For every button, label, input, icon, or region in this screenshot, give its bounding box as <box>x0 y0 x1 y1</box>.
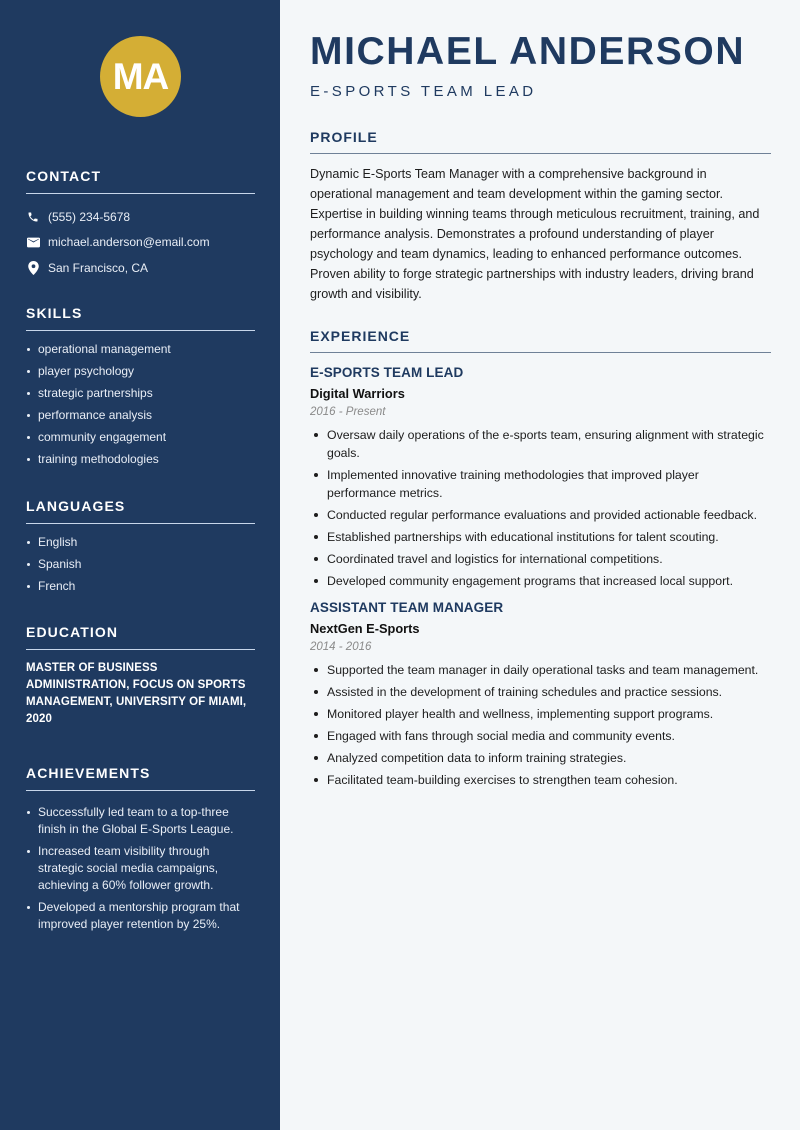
experience-title: EXPERIENCE <box>310 328 771 353</box>
contact-section <box>26 168 255 281</box>
profile-title: PROFILE <box>310 129 771 154</box>
phone-icon <box>26 210 40 224</box>
job-bullet: Facilitated team-building exercises to strengthen team cohesion. <box>310 771 771 789</box>
job-role: ASSISTANT TEAM MANAGER <box>310 600 504 615</box>
location-text: San Francisco, CA <box>48 260 149 275</box>
achievement-item: Developed a mentorship program that improved player retention by 25%. <box>26 899 255 933</box>
education-section <box>26 624 255 728</box>
candidate-name: MICHAEL ANDERSON <box>310 30 746 73</box>
phone-text[interactable]: (555) 234-5678 <box>48 209 131 224</box>
job-dates: 2016 - Present <box>310 406 386 418</box>
contact-title: CONTACT <box>26 168 255 194</box>
profile-section <box>310 129 771 304</box>
sidebar <box>0 0 280 1130</box>
skills-section <box>26 305 255 473</box>
language-item: Spanish <box>26 556 255 573</box>
email-text[interactable]: michael.anderson@email.com <box>48 235 210 250</box>
contact-email <box>26 230 255 256</box>
languages-list <box>26 534 255 595</box>
job-bullet: Analyzed competition data to inform training strategies. <box>310 749 771 767</box>
skill-item: performance analysis <box>26 407 255 424</box>
achievement-item: Increased team visibility through strategic social media campaigns, achieving a 60% follower growth. <box>26 843 255 894</box>
contact-location <box>26 255 255 281</box>
job-bullet: Conducted regular performance evaluations and provided actionable feedback. <box>310 506 771 524</box>
job-bullets <box>310 426 771 590</box>
job-bullet: Assisted in the development of training schedules and practice sessions. <box>310 683 771 701</box>
job-bullet: Established partnerships with educational institutions for talent scouting. <box>310 528 771 546</box>
experience-section <box>310 328 771 793</box>
job-bullet: Developed community engagement programs that increased local support. <box>310 572 771 590</box>
achievements-list <box>26 804 255 933</box>
skills-list <box>26 341 255 468</box>
location-icon <box>26 261 40 275</box>
contact-phone <box>26 204 255 230</box>
education-degree: MASTER OF BUSINESS ADMINISTRATION, FOCUS ON SPORTS MANAGEMENT, UNIVERSITY OF MIAMI, 2020 <box>26 662 247 725</box>
achievements-section <box>26 765 255 938</box>
job-company: Digital Warriors <box>310 386 405 401</box>
job-dates: 2014 - 2016 <box>310 641 372 653</box>
email-icon <box>26 235 40 249</box>
job-bullet: Monitored player health and wellness, implementing support programs. <box>310 705 771 723</box>
language-item: English <box>26 534 255 551</box>
job-bullet: Supported the team manager in daily operational tasks and team management. <box>310 661 771 679</box>
skill-item: training methodologies <box>26 451 255 468</box>
languages-title: LANGUAGES <box>26 498 255 524</box>
skill-item: strategic partnerships <box>26 385 255 402</box>
job-bullet: Oversaw daily operations of the e-sports team, ensuring alignment with strategic goals. <box>310 426 771 462</box>
job-role: E-SPORTS TEAM LEAD <box>310 365 464 380</box>
education-title: EDUCATION <box>26 624 255 650</box>
job-entry <box>310 600 771 789</box>
job-bullet: Engaged with fans through social media and community events. <box>310 727 771 745</box>
job-bullet: Coordinated travel and logistics for international competitions. <box>310 550 771 568</box>
job-entry <box>310 365 771 590</box>
candidate-title: E-SPORTS TEAM LEAD <box>310 83 537 100</box>
achievement-item: Successfully led team to a top-three finish in the Global E-Sports League. <box>26 804 255 838</box>
languages-section <box>26 498 255 600</box>
job-bullets <box>310 661 771 789</box>
skills-title: SKILLS <box>26 305 255 331</box>
achievements-title: ACHIEVEMENTS <box>26 765 255 791</box>
skill-item: operational management <box>26 341 255 358</box>
skill-item: player psychology <box>26 363 255 380</box>
contact-list <box>26 204 255 281</box>
avatar: MA <box>100 36 181 117</box>
skill-item: community engagement <box>26 429 255 446</box>
language-item: French <box>26 578 255 595</box>
job-company: NextGen E-Sports <box>310 621 420 636</box>
profile-summary: Dynamic E-Sports Team Manager with a comprehensive background in operational management and team development within the gaming sector. Expertise in building winning teams through meticulous recruitment, training, and performance analysis. Demonstrates a profound understanding of player psychology and team dynamics, leading to enhanced performance outcomes. Proven ability to forge strategic partnerships with industry leaders, driving brand growth and visibility. <box>310 167 760 301</box>
job-bullet: Implemented innovative training methodologies that improved player performance metrics. <box>310 466 771 502</box>
